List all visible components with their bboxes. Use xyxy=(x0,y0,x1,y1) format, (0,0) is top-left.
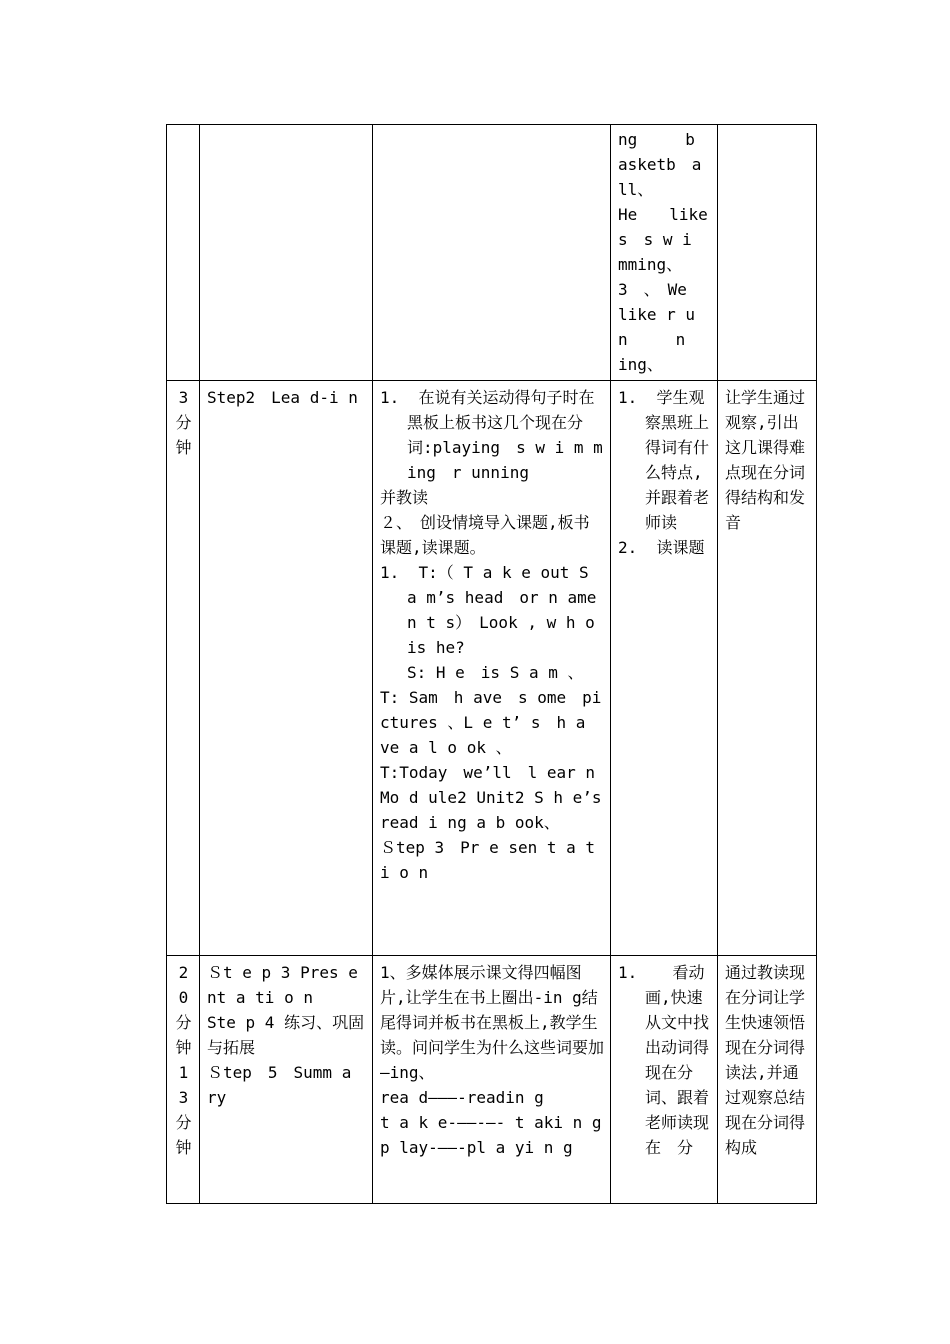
dialogue-line: T: Sam h ave s ome pictures 、L e t’ s h a ve a l o ok 、 xyxy=(380,688,602,757)
text-line: ng b xyxy=(618,130,695,149)
step-cell xyxy=(200,381,373,956)
item-text: T:（ T a k e out S a m’s head or n amen t s） Look , w h o is he? xyxy=(407,563,605,657)
item-text: 在说有关运动得句子时在黑板上板书这几个现在分词:playing s w i m ming r unning xyxy=(407,388,603,482)
time-cell xyxy=(167,956,200,1204)
item-text: 学生观察黑班上得词有什么特点,并跟着老师读 xyxy=(645,388,710,532)
teacher-text: 1、多媒体展示课文得四幅图片,让学生在书上圈出-in g结尾得词并板书在黑板上,教学生读。问问学生为什么这些词要加—ing、 xyxy=(380,963,605,1082)
student-item xyxy=(618,960,711,1160)
teacher-text: rea d———-readin g xyxy=(380,1088,544,1107)
time-cell xyxy=(167,125,200,381)
text-line: like r u xyxy=(618,305,696,324)
purpose-cell xyxy=(718,956,817,1204)
time-cell xyxy=(167,381,200,956)
teacher-text: 并教读 xyxy=(380,488,429,507)
teacher-item-2: ２、 创设情境导入课题,板书课题,读课题。 xyxy=(380,513,590,557)
text-line: ll、 xyxy=(618,180,654,199)
time-char: 钟 xyxy=(175,1138,192,1157)
text-line: s s w i xyxy=(618,230,692,249)
time-char: 1 xyxy=(178,1063,189,1082)
teacher-item-3 xyxy=(380,560,604,660)
item-number: 1. xyxy=(618,963,638,982)
lesson-plan-table xyxy=(166,124,817,1204)
step-title: Ｓtep 5 Summ a ry xyxy=(207,1063,361,1107)
time-char: 钟 xyxy=(175,438,192,457)
purpose-text: 让学生通过观察,引出这几课得难点现在分词得结构和发音 xyxy=(725,388,806,532)
item-number: 1. xyxy=(380,388,400,407)
table-row xyxy=(167,125,817,381)
dialogue-line: T:Today we’ll l ear n Mo d ule2 Unit2 S h e’s read i ng a b ook、 xyxy=(380,763,618,832)
purpose-cell xyxy=(718,125,817,381)
step-title: Step2 Lea d-i n xyxy=(207,388,358,407)
step-title: Ste p 4 练习、巩固与拓展 xyxy=(207,1013,365,1057)
time-char: 3 xyxy=(178,1088,189,1107)
time-char: 2 xyxy=(178,963,189,982)
student-item xyxy=(618,535,711,560)
text-line: asketb a xyxy=(618,155,702,174)
student-activity-cell xyxy=(611,381,718,956)
teacher-text: t a k e-——-—- t aki n g xyxy=(380,1113,602,1132)
time-char: 分 xyxy=(175,1113,192,1132)
teacher-item-1 xyxy=(380,385,604,485)
table-row xyxy=(167,956,817,1204)
item-number: 1. xyxy=(618,388,638,407)
time-char: 分 xyxy=(175,1013,192,1032)
table-row xyxy=(167,381,817,956)
text-line: ing、 xyxy=(618,355,663,374)
step-cell xyxy=(200,956,373,1204)
item-text: 看动画,快速从文中找出动词得现在分词、跟着老师读现在 分 xyxy=(645,963,710,1157)
purpose-cell xyxy=(718,381,817,956)
dialogue-line: S: H e is S a m 、 xyxy=(407,663,584,682)
item-number: 1. xyxy=(380,563,400,582)
time-char: 分 xyxy=(175,413,192,432)
text-line: He like xyxy=(618,205,708,224)
teacher-activity-cell xyxy=(373,956,611,1204)
student-item xyxy=(618,385,711,535)
step-cell xyxy=(200,125,373,381)
text-line: 3 、 We xyxy=(618,280,687,299)
item-text: 读课题 xyxy=(656,538,705,557)
text-line: n n xyxy=(618,330,686,349)
student-activity-cell xyxy=(611,125,718,381)
time-char: 3 xyxy=(178,388,189,407)
item-number: 2. xyxy=(618,538,638,557)
teacher-text: p lay-——-pl a yi n g xyxy=(380,1138,573,1157)
teacher-activity-cell xyxy=(373,381,618,956)
text-line: mming、 xyxy=(618,255,683,274)
teacher-activity-cell xyxy=(373,125,611,381)
time-char: 钟 xyxy=(175,1038,192,1057)
student-activity-cell xyxy=(611,956,718,1204)
purpose-text: 通过教读现在分词让学生快速领悟现在分词得读法,并通过观察总结现在分词得构成 xyxy=(725,963,806,1157)
teacher-text: Ｓtep 3 Pr e sen t a ti o n xyxy=(380,838,596,882)
time-char: 0 xyxy=(178,988,189,1007)
step-title: Ｓt e p 3 Pres e nt a ti o n xyxy=(207,963,368,1007)
